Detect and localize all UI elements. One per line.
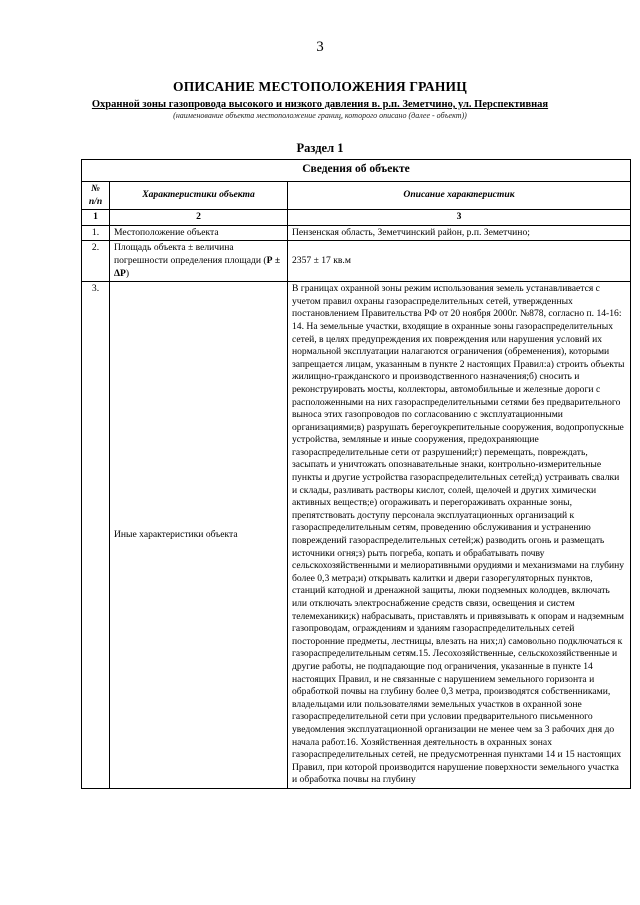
row-number: 3.: [82, 282, 110, 789]
table-heading-row: [82, 160, 631, 182]
row-number: 1.: [82, 225, 110, 241]
column-header-number: № п/п: [82, 182, 110, 210]
row-characteristic: [110, 241, 288, 282]
column-header-characteristic: Характеристики объекта: [110, 182, 288, 210]
row-characteristic-text: Площадь объекта ± величина погрешности определения площади (: [114, 242, 267, 266]
row-description: 2357 ± 17 кв.м: [288, 241, 631, 282]
subtitle-note: (наименование объекта местоположение границ, которого описано (далее - объект)): [173, 111, 467, 120]
object-info-table: [81, 159, 631, 789]
column-header-row: [82, 182, 631, 210]
column-number-2: 2: [110, 210, 288, 226]
row-characteristic: Иные характеристики объекта: [110, 282, 288, 789]
row-characteristic: Местоположение объекта: [110, 225, 288, 241]
row-characteristic-formula: Р ± ΔР: [114, 254, 281, 279]
row-characteristic-suffix: ): [125, 267, 130, 279]
document-subtitle: Охранной зоны газопровода высокого и низкого давления в. р.п. Земетчино, ул. Перспективная: [91, 99, 549, 110]
column-number-3: 3: [288, 210, 631, 226]
row-description: Пензенская область, Земетчинский район, р.п. Земетчино;: [288, 225, 631, 241]
table-row: [82, 241, 631, 282]
row-description: В границах охранной зоны режим использования земель устанавливается с учетом правил охраны газораспределительных сетей, утвержденных постановлением Правительства РФ от 20 ноября 2000г. №878, согласно п. 14-16: 14. На земельные участки, входящие в охранные зоны газораспределительных сетей, в целях предупреждения их повреждения или нарушения условий их нормальной эксплуатации налагаются ограничения (обременения), которыми запрещается лицам, указанным в пункте 2 настоящих Правил:а) строить объекты жилищно-гражданского и производственного назначения;б) сносить и реконструировать мосты, коллекторы, автомобильные и железные дороги с расположенными на них газораспределительными сетями без предварительного выноса этих газопроводов по согласованию с эксплуатационными организациями;в) разрушать берегоукрепительные сооружения, водопропускные устройства, земляные и иные сооружения, предохраняющие газораспределительные сети от разрушений;г) перемещать, повреждать, засыпать и уничтожать опознавательные знаки, контрольно-измерительные пункты и другие устройства газораспределительных сетей;д) устраивать свалки и склады, разливать растворы кислот, солей, щелочей и других химически активных веществ;е) огораживать и перегораживать охранные зоны, препятствовать доступу персонала эксплуатационных организаций к газораспределительным сетям, проведению обслуживания и устранению повреждений газораспределительных сетей;ж) разводить огонь и размещать источники огня;з) рыть погреба, копать и обрабатывать почву сельскохозяйственными и мелиоративными орудиями и механизмами на глубину более 0,3 метра;и) открывать калитки и двери газорегуляторных пунктов, станций катодной и дренажной защиты, люки подземных колодцев, включать или отключать электроснабжение средств связи, освещения и систем телемеханики;к) набрасывать, приставлять и привязывать к опорам и надземным газопроводам, ограждениям и зданиям газораспределительных сетей посторонние предметы, лестницы, влезать на них;л) самовольно подключаться к газораспределительным сетям.15. Лесохозяйственные, сельскохозяйственные и другие работы, не подпадающие под ограничения, указанные в пункте 14 настоящих Правил, и не связанные с нарушением земельного горизонта и обработкой почвы на глубину более 0,3 метра, производятся собственниками, владельцами или пользователями земельных участков в охранной зоне газораспределительной сети при условии предварительного письменного уведомления эксплуатационной организации не менее чем за 3 рабочих дня до начала работ.16. Хозяйственная деятельность в охранных зонах газораспределительных сетей, не предусмотренная пунктами 14 и 15 настоящих Правил, при которой производится нарушение поверхности земельного участка и обработка почвы на глубину: [288, 282, 631, 789]
page-number: 3: [316, 39, 324, 55]
table-row: [82, 282, 631, 789]
document-title: ОПИСАНИЕ МЕСТОПОЛОЖЕНИЯ ГРАНИЦ: [173, 79, 467, 94]
table-heading: Сведения об объекте: [82, 160, 631, 182]
table-row: [82, 225, 631, 241]
column-number-1: 1: [82, 210, 110, 226]
section-title: Раздел 1: [296, 141, 344, 155]
column-number-row: [82, 210, 631, 226]
column-header-description: Описание характеристик: [288, 182, 631, 210]
row-number: 2.: [82, 241, 110, 282]
